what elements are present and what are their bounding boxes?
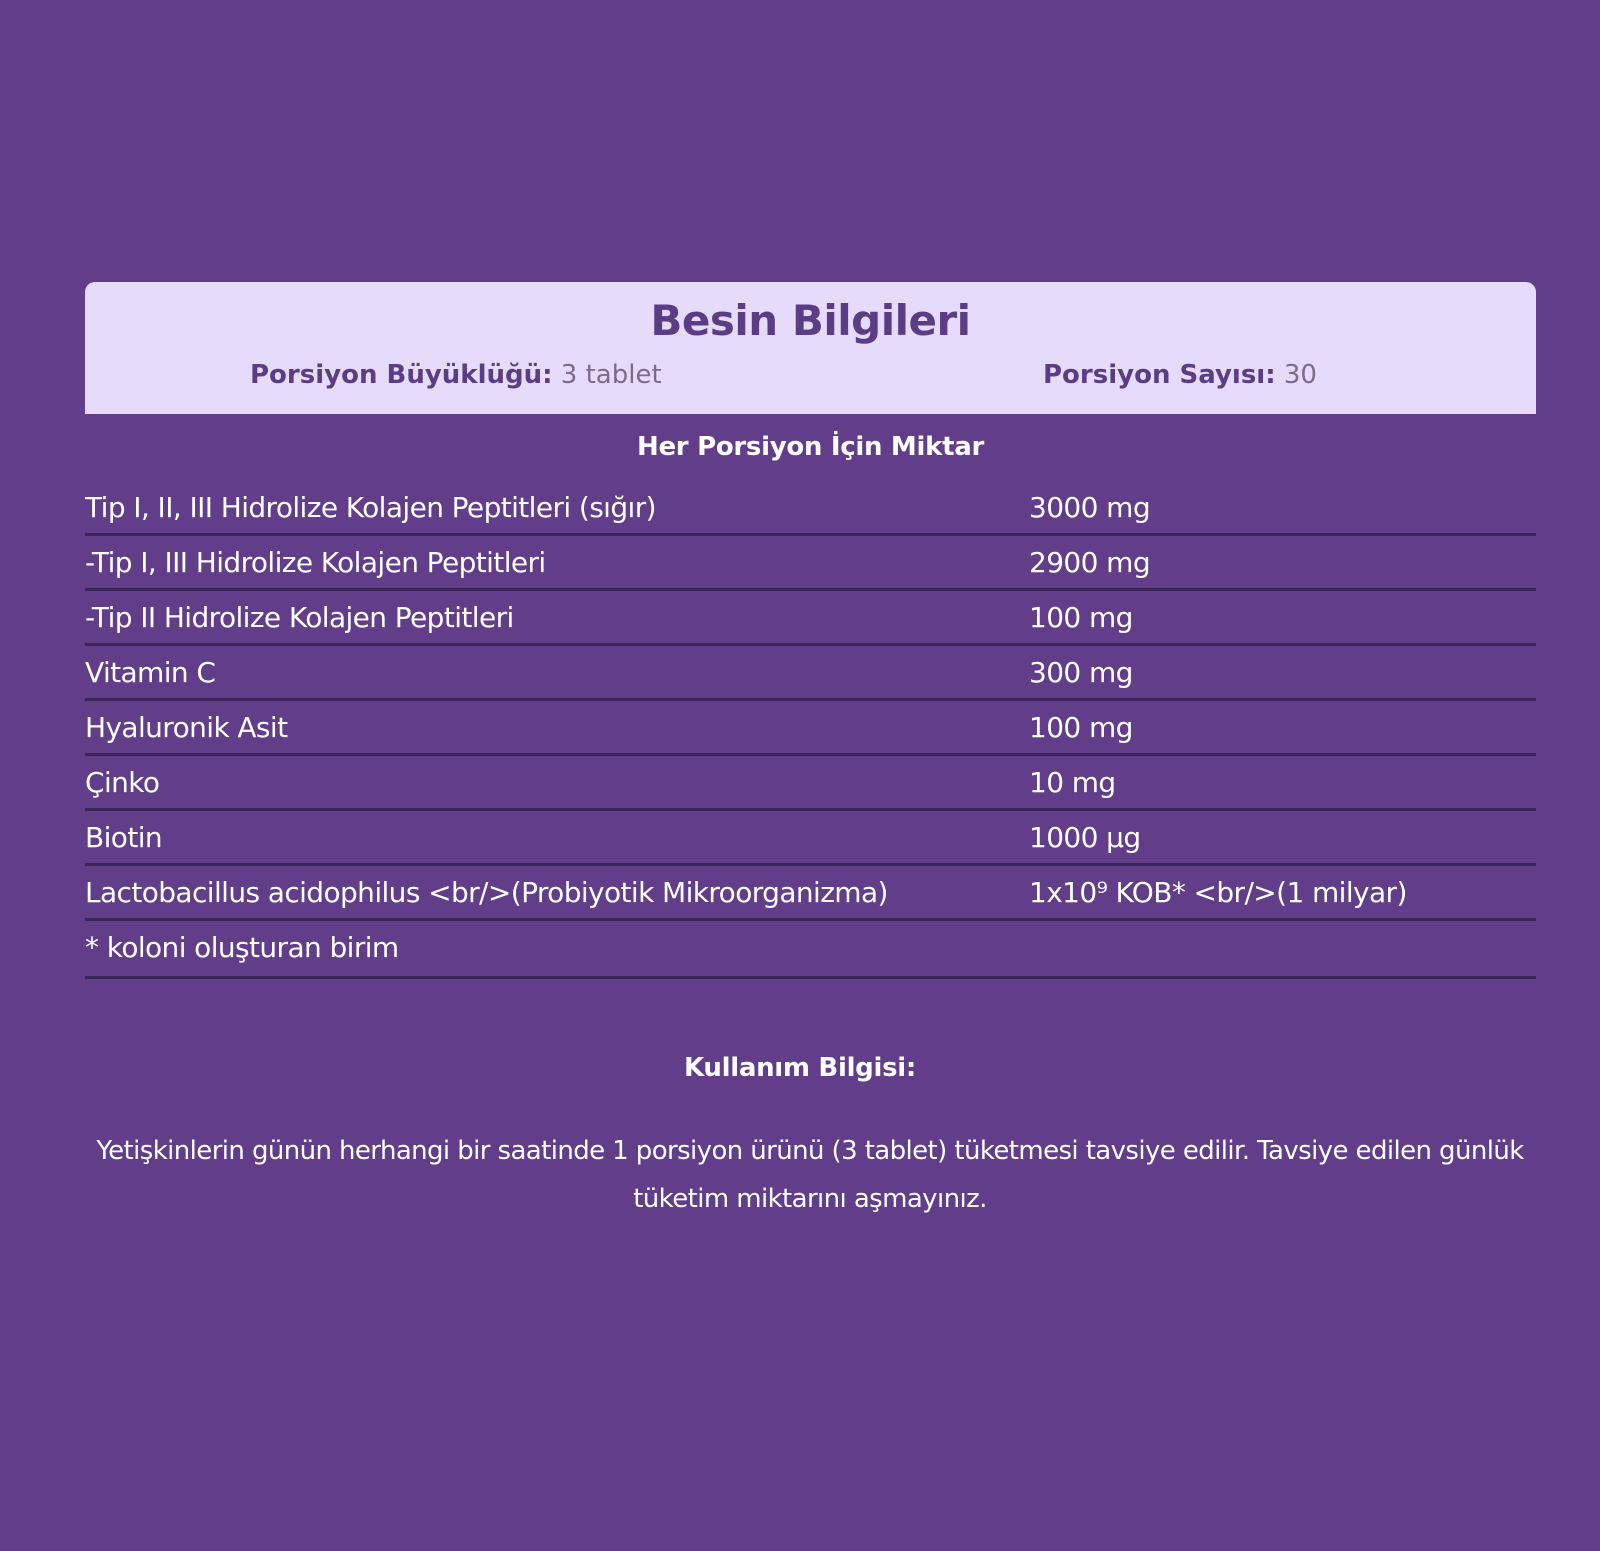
table-row: [85, 756, 1536, 811]
ingredient-amount: 3000 mg: [1029, 491, 1151, 524]
footnote: * koloni oluşturan birim: [85, 931, 399, 964]
table-row: [85, 591, 1536, 646]
ingredient-name: Vitamin C: [85, 656, 216, 689]
serving-count-label: Porsiyon Sayısı:: [1043, 360, 1276, 390]
table-row: [85, 866, 1536, 921]
ingredient-amount: 1x10⁹ KOB* <br/>(1 milyar): [1029, 876, 1407, 909]
table-row: [85, 811, 1536, 866]
ingredient-name: Hyaluronik Asit: [85, 711, 288, 744]
ingredient-name: Tip I, II, III Hidrolize Kolajen Peptitleri (sığır): [85, 491, 656, 524]
serving-count: [1043, 360, 1317, 390]
table-row: [85, 536, 1536, 591]
ingredient-amount: 2900 mg: [1029, 546, 1151, 579]
table-row: [85, 481, 1536, 536]
usage-title: Kullanım Bilgisi:: [684, 1053, 916, 1083]
serving-count-value: 30: [1283, 360, 1317, 390]
ingredient-amount: 10 mg: [1029, 766, 1116, 799]
ingredient-name: Lactobacillus acidophilus <br/>(Probiyotik Mikroorganizma): [85, 876, 888, 909]
amount-per-serving-header: Her Porsiyon İçin Miktar: [637, 432, 984, 462]
serving-size-label: Porsiyon Büyüklüğü:: [250, 360, 553, 390]
nutrition-table: [85, 481, 1536, 979]
table-row: [85, 701, 1536, 756]
serving-size-value: 3 tablet: [560, 360, 662, 390]
ingredient-amount: 100 mg: [1029, 711, 1133, 744]
ingredient-name: -Tip II Hidrolize Kolajen Peptitleri: [85, 601, 514, 634]
ingredient-name: -Tip I, III Hidrolize Kolajen Peptitleri: [85, 546, 546, 579]
nutrition-facts-header-panel: [85, 282, 1536, 414]
ingredient-amount: 1000 µg: [1029, 821, 1141, 854]
table-row: [85, 646, 1536, 701]
page-title: Besin Bilgileri: [650, 296, 971, 345]
serving-size: [250, 360, 662, 390]
ingredient-name: Çinko: [85, 766, 160, 799]
ingredient-name: Biotin: [85, 821, 163, 854]
table-footnote-row: [85, 921, 1536, 979]
ingredient-amount: 300 mg: [1029, 656, 1133, 689]
ingredient-amount: 100 mg: [1029, 601, 1133, 634]
usage-text: Yetişkinlerin günün herhangi bir saatinde 1 porsiyon ürünü (3 tablet) tüketmesi tavsiye edilir. Tavsiye edilen günlük tüketim miktarını aşmayınız.: [96, 1136, 1524, 1214]
